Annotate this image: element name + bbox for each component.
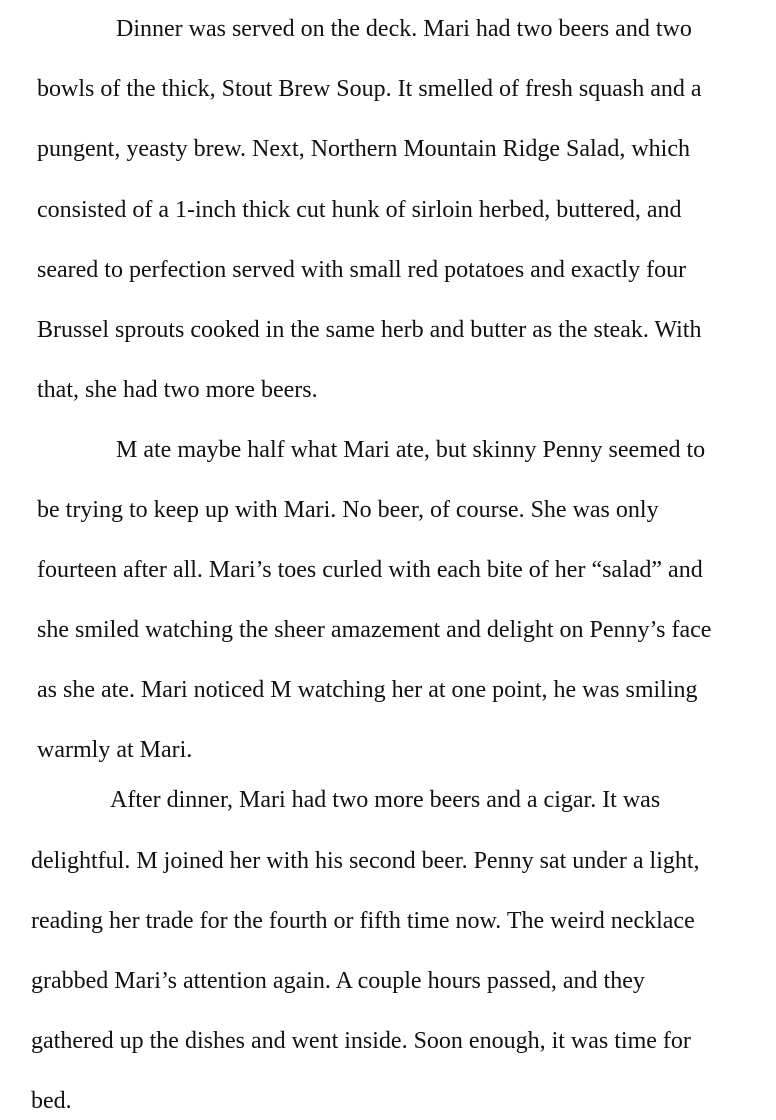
text-line: Brussel sprouts cooked in the same herb and butter as the steak. With — [37, 317, 702, 343]
text-line: bowls of the thick, Stout Brew Soup. It smelled of fresh squash and a — [37, 76, 702, 102]
text-line: gathered up the dishes and went inside. Soon enough, it was time for — [31, 1028, 691, 1054]
text-line: as she ate. Mari noticed M watching her at one point, he was smiling — [37, 677, 698, 703]
text-line: she smiled watching the sheer amazement and delight on Penny’s face — [37, 617, 712, 643]
text-line: seared to perfection served with small red potatoes and exactly four — [37, 257, 687, 283]
text-line: M ate maybe half what Mari ate, but skinny Penny seemed to — [116, 437, 706, 463]
text-line: fourteen after all. Mari’s toes curled with each bite of her “salad” and — [37, 557, 703, 583]
text-line: After dinner, Mari had two more beers and a cigar. It was — [110, 787, 661, 813]
text-line: be trying to keep up with Mari. No beer, of course. She was only — [37, 497, 659, 523]
text-line: consisted of a 1-inch thick cut hunk of sirloin herbed, buttered, and — [37, 197, 682, 223]
text-line: delightful. M joined her with his second beer. Penny sat under a light, — [31, 848, 700, 874]
text-line: that, she had two more beers. — [37, 377, 318, 403]
text-line: pungent, yeasty brew. Next, Northern Mountain Ridge Salad, which — [37, 136, 690, 162]
text-line: grabbed Mari’s attention again. A couple hours passed, and they — [31, 968, 645, 994]
text-line: reading her trade for the fourth or fifth time now. The weird necklace — [31, 908, 695, 934]
text-line: Dinner was served on the deck. Mari had two beers and two — [116, 16, 692, 42]
text-line: bed. — [31, 1088, 72, 1114]
text-line: warmly at Mari. — [37, 737, 193, 763]
